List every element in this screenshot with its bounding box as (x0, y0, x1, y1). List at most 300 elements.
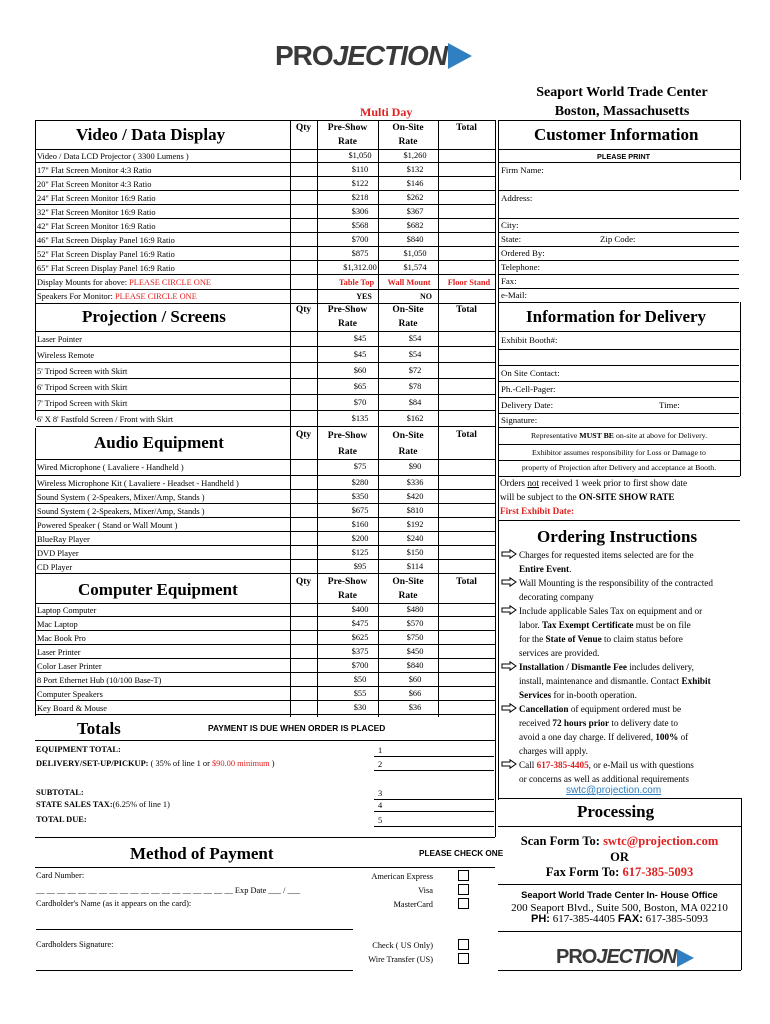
state-field[interactable] (499, 232, 739, 247)
qty-cell[interactable] (291, 673, 317, 686)
total-cell[interactable] (439, 504, 495, 517)
audio-item-row (36, 518, 495, 532)
total-cell[interactable] (439, 518, 495, 531)
address-field[interactable] (499, 190, 739, 219)
item-label: 6' Tripod Screen with Skirt (37, 383, 128, 392)
projection-item-row (36, 347, 495, 363)
instruction-6: Call 617-385-4405, or e-Mail us with questions (519, 760, 694, 770)
pre-show-rate: $135 (351, 414, 369, 423)
first-exhibit-date-label: First Exhibit Date: (500, 506, 575, 516)
fax-form-line: Fax Form To: 617-385-5093 (545, 865, 694, 879)
total-cell[interactable] (439, 687, 495, 700)
exp-date-blanks[interactable]: ___ / ___ (268, 886, 301, 895)
total-cell[interactable] (439, 490, 495, 503)
audio-item-row (36, 490, 495, 504)
qty-cell[interactable] (291, 518, 317, 531)
video-item-row (36, 261, 495, 275)
on-site-rate: $810 (406, 506, 424, 515)
video-item-row (36, 233, 495, 247)
on-site-rate: $150 (406, 548, 424, 557)
on-site-header: On-Site (392, 123, 424, 133)
total-cell[interactable] (439, 363, 495, 378)
logo-jection-text: JECTION (596, 946, 677, 968)
on-site-header: On-Site (392, 577, 424, 587)
total-cell[interactable] (439, 546, 495, 559)
item-label: Mac Laptop (37, 620, 78, 629)
cardholder-name-label: Cardholder's Name (as it appears on the card): (36, 899, 192, 908)
pager-field[interactable] (499, 381, 739, 398)
payment-option-checkbox[interactable] (458, 870, 469, 881)
onsite-contact-label: On Site Contact: (501, 368, 560, 378)
onsite-contact-field[interactable] (499, 365, 739, 382)
computer-section-title: Computer Equipment (78, 580, 238, 599)
qty-cell[interactable] (291, 247, 317, 260)
on-site-rate: $480 (406, 605, 424, 614)
on-site-rate: $682 (406, 221, 424, 230)
total-cell[interactable] (439, 631, 495, 644)
rate-header: Rate (398, 447, 418, 457)
total-cell[interactable] (439, 603, 495, 616)
item-label: Laser Pointer (37, 335, 82, 344)
delivery-label: DELIVERY/SET-UP/PICKUP: (36, 759, 149, 768)
total-line-field[interactable] (374, 788, 494, 800)
payment-option-label: Check ( US Only) (372, 941, 433, 950)
total-cell[interactable] (439, 331, 495, 346)
item-label: 8 Port Ethernet Hub (10/100 Base-T) (37, 676, 162, 685)
video-item-row (36, 191, 495, 205)
item-label: CD Player (37, 563, 73, 572)
instruction-5b: received 72 hours prior to delivery date to (519, 718, 678, 728)
logo-pro-text: PRO (275, 40, 333, 71)
total-line-field[interactable] (374, 759, 494, 771)
firm-name-label: Firm Name: (501, 165, 544, 175)
on-site-rate: $420 (406, 492, 424, 501)
total-cell[interactable] (439, 395, 495, 410)
projection-item-row (36, 411, 495, 427)
processing-section-title: Processing (577, 802, 655, 821)
email-field[interactable] (499, 288, 739, 303)
total-cell[interactable] (439, 411, 495, 426)
time-label: Time: (659, 400, 680, 410)
on-site-rate: $840 (406, 661, 424, 670)
on-site-rate: $60 (408, 675, 422, 684)
item-label: 32" Flat Screen Monitor 16:9 Ratio (37, 208, 156, 217)
item-label: Sound System ( 2-Speakers, Mixer/Amp, Stands ) (37, 493, 205, 502)
ordered-by-field[interactable] (499, 246, 739, 261)
item-label: Computer Speakers (37, 690, 103, 699)
qty-cell[interactable] (291, 163, 317, 176)
total-cell[interactable] (439, 191, 495, 204)
total-cell[interactable] (439, 532, 495, 545)
pre-show-rate: $60 (353, 366, 367, 375)
arrow-right-icon (501, 661, 517, 671)
qty-cell[interactable] (291, 177, 317, 190)
item-label: 20" Flat Screen Monitor 4:3 Ratio (37, 180, 152, 189)
cardholder-name-line[interactable] (36, 929, 353, 930)
total-due-label: TOTAL DUE: (36, 815, 87, 824)
total-cell[interactable] (439, 659, 495, 672)
payment-option-label: Visa (418, 886, 433, 895)
delivery-signature-label: Signature: (501, 415, 538, 425)
sales-tax-label: STATE SALES TAX: (36, 800, 113, 809)
ordering-section-title: Ordering Instructions (537, 527, 698, 546)
computer-item-row (36, 617, 495, 631)
pre-show-header: Pre-Show (327, 431, 368, 441)
projection-item-row (36, 331, 495, 347)
pre-show-rate: $70 (353, 398, 367, 407)
fax-field[interactable] (499, 274, 739, 289)
delivery-note-2: Exhibitor assumes responsibility for Loss or Damage to (532, 448, 706, 457)
address-label: Address: (501, 193, 533, 203)
instruction-6b: or concerns as well as additional requirements (519, 774, 689, 784)
total-cell[interactable] (439, 233, 495, 246)
pre-show-rate: $65 (353, 382, 367, 391)
on-site-rate: $570 (406, 619, 424, 628)
instruction-4: Installation / Dismantle Fee includes delivery, (519, 662, 694, 672)
arrow-right-icon (501, 759, 517, 769)
on-site-rate: $336 (406, 478, 424, 487)
pre-show-rate: $675 (351, 506, 369, 515)
pre-show-rate: $1,312.00 (343, 263, 377, 272)
computer-item-row (36, 645, 495, 659)
item-label: Video / Data LCD Projector ( 3300 Lumens ) (37, 152, 189, 161)
instruction-1: Charges for requested items selected are for the (519, 550, 694, 560)
rate-header: Rate (398, 319, 418, 329)
total-cell[interactable] (439, 617, 495, 630)
qty-cell[interactable] (291, 532, 317, 545)
qty-header: Qty (295, 305, 312, 315)
qty-cell[interactable] (291, 191, 317, 204)
payment-option-label: MasterCard (393, 900, 433, 909)
item-label: 7' Tripod Screen with Skirt (37, 399, 128, 408)
video-item-row (36, 149, 495, 163)
payment-option-checkbox[interactable] (458, 898, 469, 909)
total-cell[interactable] (439, 459, 495, 475)
display-mounts-row (36, 275, 495, 290)
video-item-row (36, 219, 495, 233)
item-label: Mac Book Pro (37, 634, 86, 643)
on-site-rate: $240 (406, 534, 424, 543)
delivery-note-3: property of Projection after Delivery and acceptance at Booth. (521, 463, 717, 472)
qty-header: Qty (295, 123, 312, 133)
qty-cell[interactable] (291, 233, 317, 246)
fax-label: Fax: (501, 276, 517, 286)
on-site-rate: $1,050 (403, 249, 427, 258)
qty-cell[interactable] (291, 617, 317, 630)
qty-header: Qty (295, 430, 312, 440)
pre-show-rate: $1,050 (348, 151, 372, 160)
subject-notice: will be subject to the ON-SITE SHOW RATE (500, 492, 675, 502)
audio-item-row (36, 532, 495, 546)
delivery-note-1: Representative MUST BE on-site at above for Delivery. (530, 431, 708, 440)
logo-arrow-icon (677, 949, 694, 967)
on-site-rate: $450 (406, 647, 424, 656)
on-site-rate: $90 (408, 462, 422, 471)
signature-line[interactable] (36, 970, 353, 971)
on-site-rate: $36 (408, 703, 422, 712)
video-item-row (36, 163, 495, 177)
line-number: 5 (378, 816, 383, 825)
qty-cell[interactable] (291, 504, 317, 517)
instruction-2b: decorating company (519, 592, 594, 602)
on-site-header: On-Site (392, 305, 424, 315)
pager-label: Ph.-Cell-Pager: (501, 384, 556, 394)
telephone-label: Telephone: (501, 262, 540, 272)
totals-title: Totals (77, 719, 121, 738)
payment-option-checkbox[interactable] (458, 939, 469, 950)
logo-jection-text: JECTION (332, 40, 448, 71)
total-header: Total (456, 123, 477, 133)
instruction-5: Cancellation of equipment ordered must be (519, 704, 682, 714)
pre-show-rate: $45 (353, 350, 367, 359)
on-site-rate: $66 (408, 689, 422, 698)
pre-show-rate: $625 (351, 633, 369, 642)
firm-name-field[interactable] (499, 162, 739, 191)
signature-field[interactable] (499, 413, 739, 428)
instruction-4b: install, maintenance and dismantle. Contact Exhibit (519, 676, 711, 686)
pre-show-rate: $375 (351, 647, 369, 656)
rate-header: Rate (398, 137, 418, 147)
display-mounts-label: Display Mounts for above: (37, 278, 128, 287)
arrow-right-icon (501, 605, 517, 615)
on-site-rate: $54 (408, 334, 422, 343)
qty-cell[interactable] (291, 659, 317, 672)
video-item-row (36, 247, 495, 261)
city-label: City: (501, 220, 519, 230)
computer-item-row (36, 603, 495, 617)
qty-cell[interactable] (291, 331, 317, 346)
instruction-3c: for the State of Venue to claim status before (519, 634, 683, 644)
qty-cell[interactable] (291, 459, 317, 475)
zip-label: Zip Code: (600, 234, 636, 244)
total-line-field[interactable] (374, 800, 494, 812)
state-label: State: (501, 234, 522, 244)
wall-mount-option[interactable]: Wall Mount (387, 278, 431, 287)
item-label: 17" Flat Screen Monitor 4:3 Ratio (37, 166, 152, 175)
item-label: Laptop Computer (37, 606, 97, 615)
pre-show-header: Pre-Show (327, 305, 368, 315)
rate-header: Rate (338, 137, 357, 147)
total-cell[interactable] (439, 701, 495, 714)
item-label: Wired Microphone ( Lavaliere - Handheld ) (37, 463, 184, 472)
total-cell[interactable] (439, 476, 495, 489)
item-label: DVD Player (37, 549, 79, 558)
delivery-date-field[interactable] (499, 397, 739, 414)
instruction-4c: Services for in-booth operation. (519, 690, 637, 700)
instruction-3: Include applicable Sales Tax on equipment and or (519, 606, 703, 616)
line-number: 3 (378, 789, 383, 798)
qty-cell[interactable] (291, 546, 317, 559)
instruction-2: Wall Mounting is the responsibility of the contracted (519, 578, 713, 588)
on-site-rate: $367 (406, 207, 424, 216)
qty-cell[interactable] (291, 476, 317, 489)
pre-show-rate: $75 (353, 462, 367, 471)
item-label: Sound System ( 2-Speakers, Mixer/Amp, Stands ) (37, 507, 205, 516)
pre-show-rate: $122 (351, 179, 369, 188)
or-label: OR (610, 850, 629, 864)
video-section-title: Video / Data Display (76, 125, 226, 144)
rate-header: Rate (338, 319, 357, 329)
arrow-right-icon (501, 703, 517, 713)
total-header: Total (456, 430, 477, 440)
qty-cell[interactable] (291, 687, 317, 700)
payment-due-notice: PAYMENT IS DUE WHEN ORDER IS PLACED (208, 723, 386, 733)
item-label: 6' X 8' Fastfold Screen / Front with Skirt (37, 415, 174, 424)
total-cell[interactable] (439, 177, 495, 190)
instruction-5c: avoid a one day charge. If delivered, 100% of (519, 732, 689, 742)
booth-field[interactable] (499, 331, 739, 350)
instruction-5d: charges will apply. (519, 746, 588, 756)
qty-cell[interactable] (291, 363, 317, 378)
pre-show-rate: $30 (353, 703, 367, 712)
please-print-label: PLEASE PRINT (597, 152, 651, 161)
audio-section-title: Audio Equipment (94, 433, 224, 452)
payment-option-checkbox[interactable] (458, 884, 469, 895)
item-label: Laser Printer (37, 648, 81, 657)
computer-item-row (36, 673, 495, 687)
qty-cell[interactable] (291, 631, 317, 644)
item-label: 65" Flat Screen Display Panel 16:9 Ratio (37, 264, 175, 273)
video-item-row (36, 177, 495, 191)
qty-cell[interactable] (291, 219, 317, 232)
speakers-row (36, 289, 495, 304)
payment-option-label: American Express (371, 872, 433, 881)
pre-show-rate: $400 (351, 605, 369, 614)
telephone-field[interactable] (499, 260, 739, 275)
office-address: 200 Seaport Blvd., Suite 500, Boston, MA 02210 (511, 902, 728, 914)
delivery-end: ) (269, 759, 275, 768)
payment-section-title: Method of Payment (130, 844, 274, 863)
qty-cell[interactable] (291, 701, 317, 714)
delivery-minimum: $90.00 minimum (211, 759, 270, 768)
rate-header: Rate (338, 447, 357, 457)
rate-header: Rate (338, 591, 357, 601)
equipment-total-label: EQUIPMENT TOTAL: (36, 745, 121, 754)
pre-show-rate: $200 (351, 534, 369, 543)
qty-cell[interactable] (291, 395, 317, 410)
video-item-row (36, 205, 495, 219)
item-label: Color Laser Printer (37, 662, 102, 671)
pre-show-header: Pre-Show (327, 123, 368, 133)
qty-cell[interactable] (291, 347, 317, 362)
payment-option-checkbox[interactable] (458, 953, 469, 964)
on-site-rate: $54 (408, 350, 422, 359)
qty-cell[interactable] (291, 411, 317, 426)
pre-show-rate: $110 (351, 165, 369, 174)
total-cell[interactable] (439, 379, 495, 394)
item-label: 46" Flat Screen Display Panel 16:9 Ratio (37, 236, 175, 245)
delivery-date-label: Delivery Date: (501, 400, 554, 410)
total-line-field[interactable] (374, 745, 494, 757)
computer-item-row (36, 701, 495, 715)
qty-cell[interactable] (291, 149, 317, 162)
item-label: Wireless Remote (37, 351, 95, 360)
total-cell[interactable] (439, 560, 495, 573)
computer-item-row (36, 631, 495, 645)
email-label: e-Mail: (501, 290, 527, 300)
total-cell[interactable] (439, 205, 495, 218)
on-site-header: On-Site (392, 431, 424, 441)
audio-item-row (36, 476, 495, 490)
qty-cell[interactable] (291, 645, 317, 658)
projection-logo-top (275, 40, 472, 72)
audio-item-row (36, 504, 495, 518)
office-phone-fax: PH: 617-385-4405 FAX: 617-385-5093 (531, 913, 708, 925)
orders-notice: Orders not received 1 week prior to first show date (500, 478, 688, 488)
delivery-section-title: Information for Delivery (526, 307, 707, 326)
ordered-by-label: Ordered By: (501, 248, 545, 258)
qty-cell[interactable] (291, 490, 317, 503)
qty-cell[interactable] (291, 560, 317, 573)
total-cell[interactable] (439, 347, 495, 362)
qty-cell[interactable] (291, 603, 317, 616)
total-cell[interactable] (439, 219, 495, 232)
pre-show-header: Pre-Show (327, 577, 368, 587)
projection-item-row (36, 363, 495, 379)
yes-option[interactable]: YES (356, 292, 372, 301)
qty-header: Qty (295, 577, 312, 587)
pre-show-rate: $306 (351, 207, 369, 216)
pre-show-rate: $875 (351, 249, 369, 258)
item-label: 42" Flat Screen Monitor 16:9 Ratio (37, 222, 156, 231)
exp-date-label: Exp Date (234, 886, 267, 895)
projection-logo-bottom (556, 946, 694, 969)
on-site-rate: $78 (408, 382, 422, 391)
card-number-blanks[interactable]: __ __ __ __ __ __ __ __ __ __ __ __ __ __ __ __ __ __ __ (36, 886, 233, 895)
logo-arrow-icon (448, 43, 472, 69)
total-cell[interactable] (439, 149, 495, 162)
line-number: 4 (378, 801, 383, 810)
pre-show-rate: $350 (351, 492, 369, 501)
qty-cell[interactable] (291, 261, 317, 274)
pre-show-rate: $700 (351, 235, 369, 244)
check-one-label: PLEASE CHECK ONE (419, 849, 504, 858)
please-circle-one: PLEASE CIRCLE ONE (129, 278, 212, 287)
on-site-rate: $146 (406, 179, 424, 188)
booth-extra (499, 349, 739, 366)
pre-show-rate: $700 (351, 661, 369, 670)
qty-cell[interactable] (291, 205, 317, 218)
total-cell[interactable] (439, 163, 495, 176)
line-number: 2 (378, 760, 383, 769)
speakers-label: Speakers For Monitor: (37, 292, 113, 301)
item-label: Powered Speaker ( Stand or Wall Mount ) (37, 521, 178, 530)
no-option[interactable]: NO (420, 292, 432, 301)
on-site-rate: $1,574 (403, 263, 427, 272)
table-top-option[interactable]: Table Top (338, 278, 375, 287)
arrow-right-icon (501, 577, 517, 587)
floor-stand-option[interactable]: Floor Stand (447, 278, 491, 287)
total-cell[interactable] (439, 261, 495, 274)
item-label: BlueRay Player (37, 535, 90, 544)
projection-section-title: Projection / Screens (82, 307, 226, 326)
email-link[interactable]: swtc@projection.com (566, 785, 662, 796)
instruction-3b: labor. Tax Exempt Certificate must be on file (519, 620, 691, 630)
on-site-rate: $72 (408, 366, 422, 375)
qty-cell[interactable] (291, 379, 317, 394)
subtotal-label: SUBTOTAL: (36, 788, 84, 797)
total-cell[interactable] (439, 673, 495, 686)
total-line-field[interactable] (374, 815, 494, 827)
on-site-rate: $84 (408, 398, 422, 407)
city-field[interactable] (499, 218, 739, 233)
pre-show-rate: $55 (353, 689, 367, 698)
total-cell[interactable] (439, 645, 495, 658)
pre-show-rate: $475 (351, 619, 369, 628)
pre-show-rate: $50 (353, 675, 367, 684)
please-circle-one: PLEASE CIRCLE ONE (114, 292, 197, 301)
total-cell[interactable] (439, 247, 495, 260)
